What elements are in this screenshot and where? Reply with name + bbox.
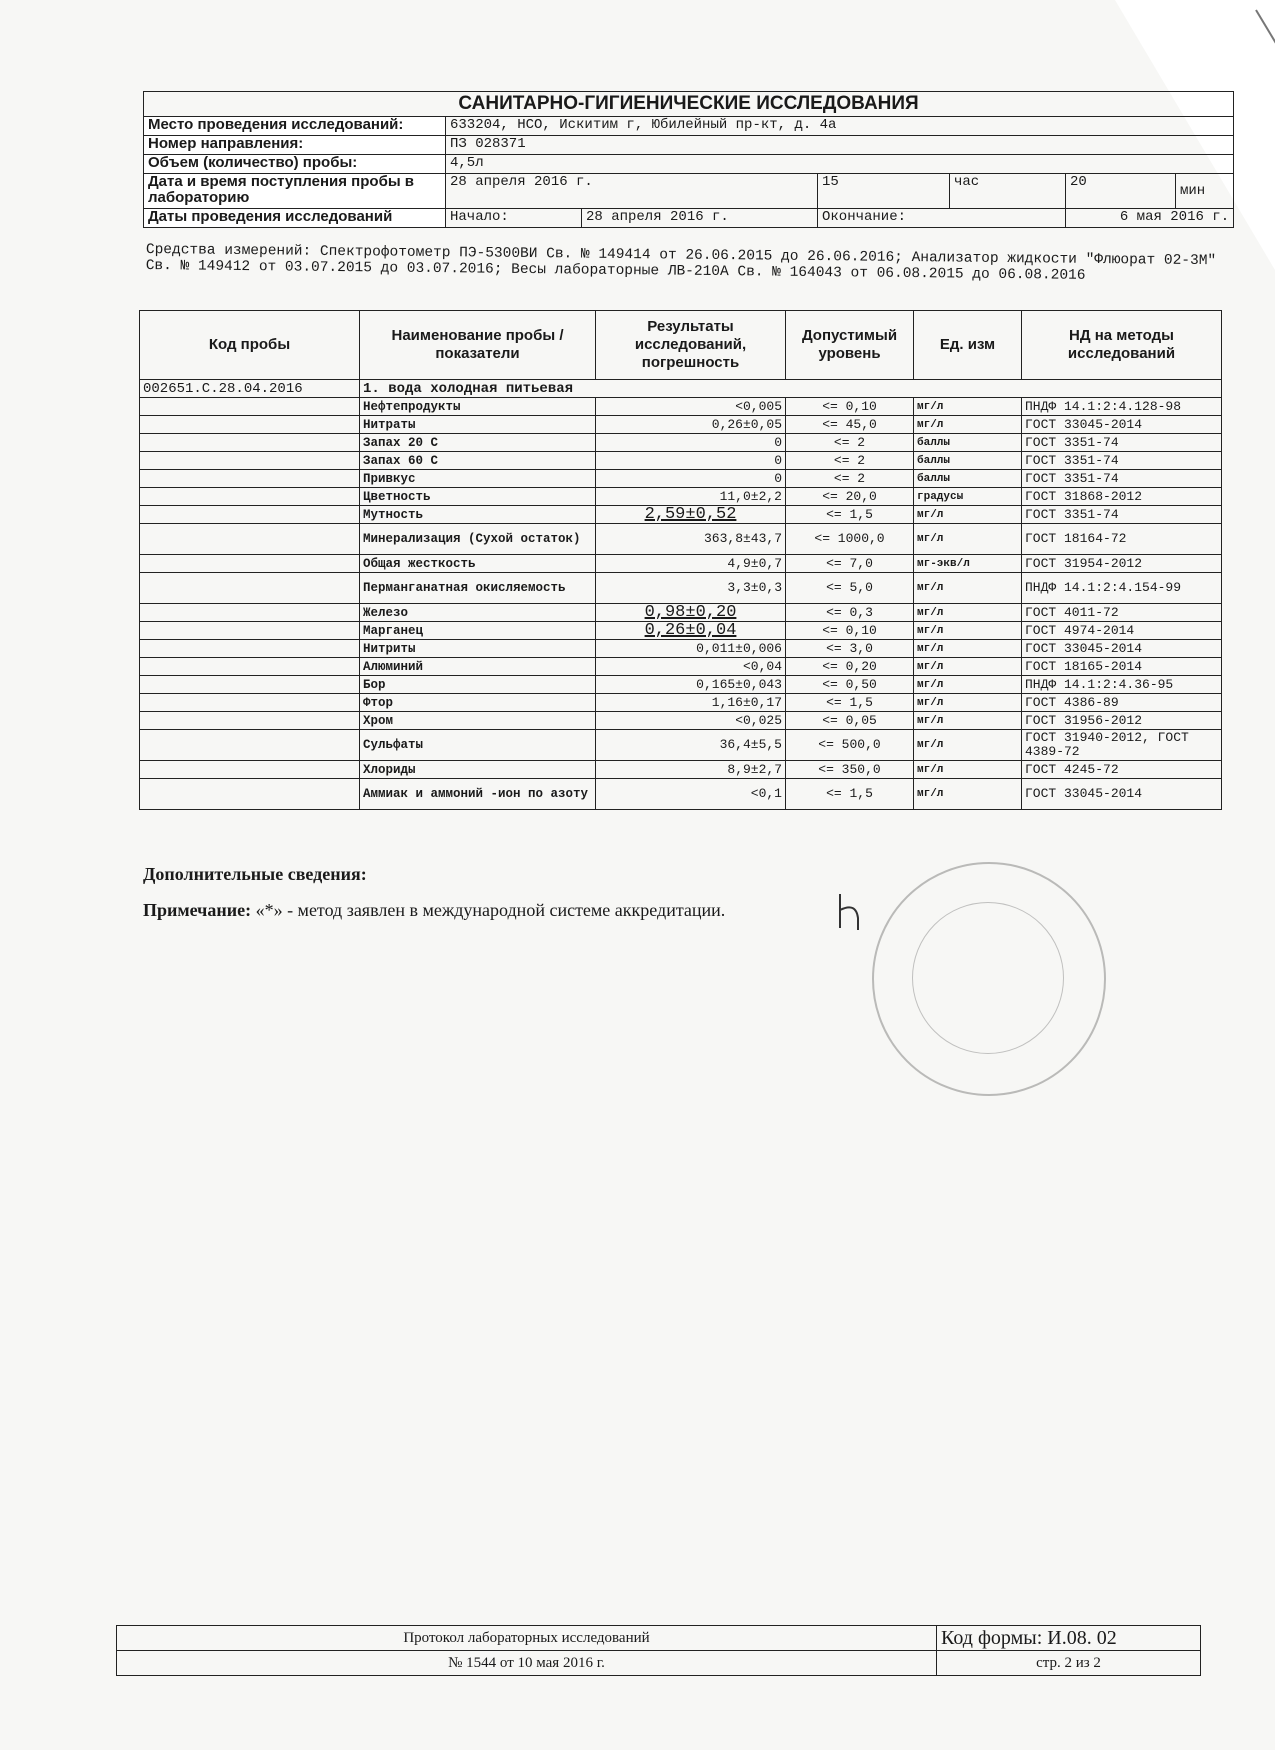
- row-result: 8,9±2,7: [596, 761, 786, 779]
- table-row: [140, 573, 1222, 604]
- row-nd: ГОСТ 3351-74: [1022, 434, 1222, 452]
- row-result: 0: [596, 434, 786, 452]
- row-nd: ГОСТ 4245-72: [1022, 761, 1222, 779]
- received-label: Дата и время поступления пробы в лабораторию: [144, 174, 446, 209]
- row-unit: мг/л: [914, 524, 1022, 555]
- table-row: [140, 640, 1222, 658]
- row-result: 363,8±43,7: [596, 524, 786, 555]
- row-nd: ГОСТ 3351-74: [1022, 470, 1222, 488]
- note: [143, 900, 725, 921]
- table-row: [140, 506, 1222, 524]
- row-code-cell: [140, 779, 360, 810]
- row-unit: баллы: [914, 434, 1022, 452]
- row-limit: <= 2: [786, 470, 914, 488]
- row-name: Марганец: [360, 622, 596, 640]
- row-code-cell: [140, 470, 360, 488]
- row-nd: ГОСТ 33045-2014: [1022, 779, 1222, 810]
- row-nd: ГОСТ 3351-74: [1022, 506, 1222, 524]
- direction-label: Номер направления:: [144, 136, 446, 155]
- stamp: [872, 862, 1106, 1096]
- row-name: Нитраты: [360, 416, 596, 434]
- sample-name: 1. вода холодная питьевая: [360, 380, 1222, 398]
- volume-label: Объем (количество) пробы:: [144, 155, 446, 174]
- results-table: [139, 310, 1222, 810]
- row-name: Общая жесткость: [360, 555, 596, 573]
- row-limit: <= 2: [786, 452, 914, 470]
- min-label: мин: [1176, 174, 1234, 209]
- row-code-cell: [140, 488, 360, 506]
- table-row: [140, 694, 1222, 712]
- row-result: 0: [596, 452, 786, 470]
- table-row: [140, 730, 1222, 761]
- additional-info: Дополнительные сведения:: [143, 864, 367, 884]
- row-result: 36,4±5,5: [596, 730, 786, 761]
- row-limit: <= 1000,0: [786, 524, 914, 555]
- row-nd: ПНДФ 14.1:2:4.128-98: [1022, 398, 1222, 416]
- row-nd: ГОСТ 18165-2014: [1022, 658, 1222, 676]
- row-nd: ГОСТ 31868-2012: [1022, 488, 1222, 506]
- row-name: Запах 60 С: [360, 452, 596, 470]
- row-limit: <= 2: [786, 434, 914, 452]
- row-unit: мг/л: [914, 712, 1022, 730]
- row-code-cell: [140, 604, 360, 622]
- row-nd: ГОСТ 4974-2014: [1022, 622, 1222, 640]
- row-limit: <= 1,5: [786, 506, 914, 524]
- footer-form-code: Код формы: И.08. 02: [937, 1626, 1201, 1651]
- row-unit: мг/л: [914, 779, 1022, 810]
- row-unit: мг/л: [914, 761, 1022, 779]
- row-code-cell: [140, 524, 360, 555]
- start-label: Начало:: [446, 209, 582, 228]
- col-header-name: Наименование пробы / показатели: [360, 311, 596, 380]
- row-unit: мг/л: [914, 640, 1022, 658]
- footer-table: [116, 1625, 1201, 1676]
- row-limit: <= 20,0: [786, 488, 914, 506]
- row-unit: мг/л: [914, 694, 1022, 712]
- table-row: [140, 398, 1222, 416]
- table-row: [140, 434, 1222, 452]
- row-unit: баллы: [914, 452, 1022, 470]
- end-value: 6 мая 2016 г.: [1066, 209, 1234, 228]
- table-row: [140, 470, 1222, 488]
- row-name: Запах 20 С: [360, 434, 596, 452]
- row-limit: <= 1,5: [786, 779, 914, 810]
- row-unit: мг/л: [914, 573, 1022, 604]
- row-result: 0: [596, 470, 786, 488]
- row-limit: <= 0,50: [786, 676, 914, 694]
- row-result: <0,005: [596, 398, 786, 416]
- row-limit: <= 5,0: [786, 573, 914, 604]
- row-unit: мг/л: [914, 676, 1022, 694]
- row-result: 11,0±2,2: [596, 488, 786, 506]
- footer-number: № 1544 от 10 мая 2016 г.: [117, 1651, 937, 1676]
- row-code-cell: [140, 640, 360, 658]
- row-name: Фтор: [360, 694, 596, 712]
- row-limit: <= 350,0: [786, 761, 914, 779]
- row-result: 0,98±0,20: [596, 604, 786, 622]
- row-code-cell: [140, 416, 360, 434]
- row-nd: ПНДФ 14.1:2:4.154-99: [1022, 573, 1222, 604]
- row-name: Сульфаты: [360, 730, 596, 761]
- measuring-means: Средства измерений: Спектрофотометр ПЭ-5300ВИ Св. № 149414 от 26.06.2015 до 26.06.2016; Анализатор жидкости "Флюорат 02-3М" Св. № 149412 от 03.07.2015 до 03.07.2016; Весы лабораторные ЛВ-210А Св. № 164043 от 06.08.2015 до 06.08.2016: [145, 242, 1217, 284]
- footer-protocol: Протокол лабораторных исследований: [117, 1626, 937, 1651]
- row-result: 0,26±0,05: [596, 416, 786, 434]
- start-value: 28 апреля 2016 г.: [582, 209, 818, 228]
- row-code-cell: [140, 712, 360, 730]
- row-name: Бор: [360, 676, 596, 694]
- row-unit: мг/л: [914, 604, 1022, 622]
- row-unit: мг/л: [914, 416, 1022, 434]
- row-nd: ГОСТ 33045-2014: [1022, 416, 1222, 434]
- row-code-cell: [140, 506, 360, 524]
- table-row: [140, 524, 1222, 555]
- table-row: [140, 676, 1222, 694]
- row-code-cell: [140, 622, 360, 640]
- table-row: [140, 622, 1222, 640]
- direction-value: ПЗ 028371: [446, 136, 1234, 155]
- row-code-cell: [140, 573, 360, 604]
- col-header-unit: Ед. изм: [914, 311, 1022, 380]
- row-code-cell: [140, 452, 360, 470]
- col-header-nd: НД на методы исследований: [1022, 311, 1222, 380]
- row-nd: ГОСТ 18164-72: [1022, 524, 1222, 555]
- row-name: Нефтепродукты: [360, 398, 596, 416]
- received-date: 28 апреля 2016 г.: [446, 174, 818, 209]
- row-result: 0,165±0,043: [596, 676, 786, 694]
- received-min: 20: [1066, 174, 1176, 209]
- table-row: [140, 416, 1222, 434]
- row-nd: ГОСТ 33045-2014: [1022, 640, 1222, 658]
- table-row: [140, 452, 1222, 470]
- row-code-cell: [140, 694, 360, 712]
- volume-value: 4,5л: [446, 155, 1234, 174]
- row-name: Аммиак и аммоний -ион по азоту: [360, 779, 596, 810]
- row-name: Привкус: [360, 470, 596, 488]
- row-name: Перманганатная окисляемость: [360, 573, 596, 604]
- row-name: Железо: [360, 604, 596, 622]
- row-limit: <= 0,10: [786, 398, 914, 416]
- row-limit: <= 0,20: [786, 658, 914, 676]
- stamp-inner-ring: [912, 902, 1064, 1054]
- header-table: [143, 91, 1234, 228]
- footer-page: стр. 2 из 2: [937, 1651, 1201, 1676]
- row-unit: мг/л: [914, 506, 1022, 524]
- row-limit: <= 0,10: [786, 622, 914, 640]
- received-hour: 15: [818, 174, 950, 209]
- row-name: Цветность: [360, 488, 596, 506]
- row-result: 1,16±0,17: [596, 694, 786, 712]
- table-row: [140, 658, 1222, 676]
- col-header-limit: Допустимый уровень: [786, 311, 914, 380]
- row-result: 3,3±0,3: [596, 573, 786, 604]
- sample-code: 002651.С.28.04.2016: [140, 380, 360, 398]
- dates-label: Даты проведения исследований: [144, 209, 446, 228]
- row-code-cell: [140, 730, 360, 761]
- row-name: Мутность: [360, 506, 596, 524]
- row-limit: <= 0,3: [786, 604, 914, 622]
- row-unit: мг/л: [914, 622, 1022, 640]
- note-text: «*» - метод заявлен в международной системе аккредитации.: [255, 900, 726, 920]
- document-title: САНИТАРНО-ГИГИЕНИЧЕСКИЕ ИССЛЕДОВАНИЯ: [144, 92, 1234, 117]
- end-label: Окончание:: [818, 209, 1066, 228]
- table-row: [140, 555, 1222, 573]
- row-limit: <= 1,5: [786, 694, 914, 712]
- row-nd: ГОСТ 31954-2012: [1022, 555, 1222, 573]
- row-name: Нитриты: [360, 640, 596, 658]
- row-nd: ГОСТ 31956-2012: [1022, 712, 1222, 730]
- row-unit: баллы: [914, 470, 1022, 488]
- row-nd: ГОСТ 4011-72: [1022, 604, 1222, 622]
- col-header-code: Код пробы: [140, 311, 360, 380]
- row-result: <0,1: [596, 779, 786, 810]
- row-code-cell: [140, 398, 360, 416]
- hour-label: час: [950, 174, 1066, 209]
- table-row: [140, 488, 1222, 506]
- table-row: [140, 779, 1222, 810]
- row-code-cell: [140, 434, 360, 452]
- row-code-cell: [140, 761, 360, 779]
- row-nd: ГОСТ 3351-74: [1022, 452, 1222, 470]
- row-nd: ПНДФ 14.1:2:4.36-95: [1022, 676, 1222, 694]
- row-result: <0,04: [596, 658, 786, 676]
- place-label: Место проведения исследований:: [144, 117, 446, 136]
- row-limit: <= 500,0: [786, 730, 914, 761]
- row-limit: <= 3,0: [786, 640, 914, 658]
- row-unit: градусы: [914, 488, 1022, 506]
- row-name: Хлориды: [360, 761, 596, 779]
- row-name: Минерализация (Сухой остаток): [360, 524, 596, 555]
- row-limit: <= 45,0: [786, 416, 914, 434]
- row-result: 0,011±0,006: [596, 640, 786, 658]
- row-code-cell: [140, 658, 360, 676]
- table-row: [140, 761, 1222, 779]
- row-unit: мг/л: [914, 730, 1022, 761]
- row-code-cell: [140, 555, 360, 573]
- signature: [836, 888, 862, 936]
- table-row: [140, 712, 1222, 730]
- row-result: 2,59±0,52: [596, 506, 786, 524]
- row-limit: <= 7,0: [786, 555, 914, 573]
- row-name: Хром: [360, 712, 596, 730]
- row-limit: <= 0,05: [786, 712, 914, 730]
- row-result: 0,26±0,04: [596, 622, 786, 640]
- row-name: Алюминий: [360, 658, 596, 676]
- row-unit: мг/л: [914, 398, 1022, 416]
- row-code-cell: [140, 676, 360, 694]
- place-value: 633204, НСО, Искитим г, Юбилейный пр-кт, д. 4а: [446, 117, 1234, 136]
- row-unit: мг/л: [914, 658, 1022, 676]
- row-nd: ГОСТ 31940-2012, ГОСТ 4389-72: [1022, 730, 1222, 761]
- row-nd: ГОСТ 4386-89: [1022, 694, 1222, 712]
- note-label: Примечание:: [143, 900, 252, 920]
- row-result: 4,9±0,7: [596, 555, 786, 573]
- row-result: <0,025: [596, 712, 786, 730]
- row-unit: мг-экв/л: [914, 555, 1022, 573]
- col-header-result: Результаты исследований, погрешность: [596, 311, 786, 380]
- table-row: [140, 604, 1222, 622]
